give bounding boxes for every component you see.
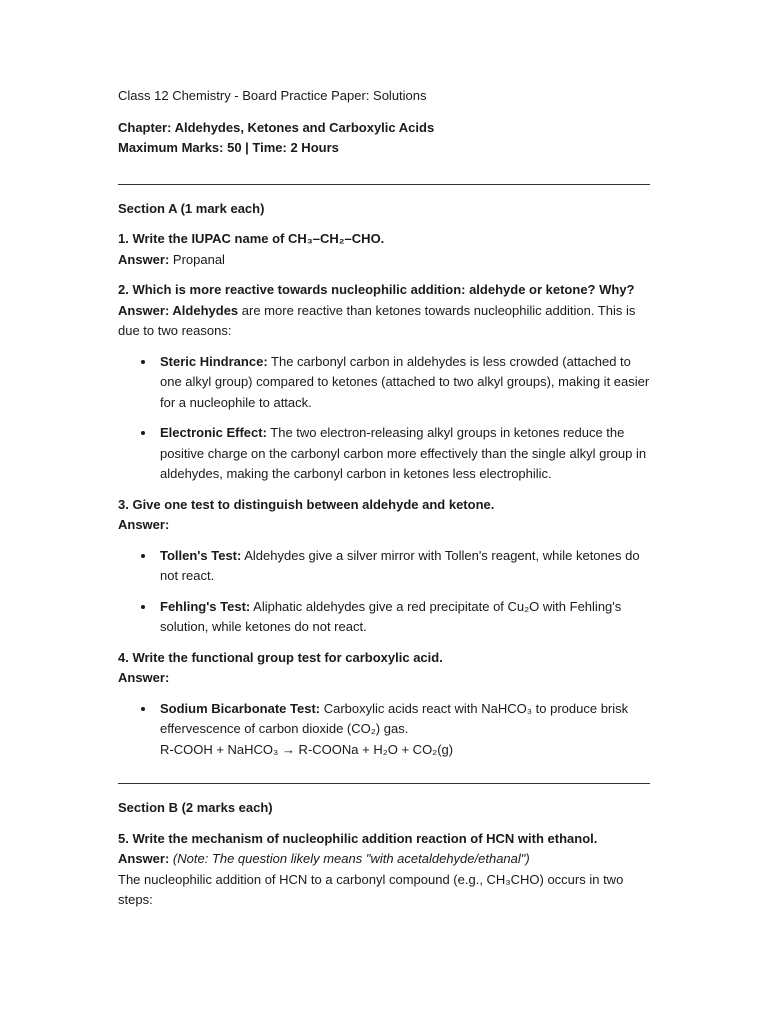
question-text: 1. Write the IUPAC name of CH₃–CH₂–CHO. xyxy=(118,231,385,246)
question-text: 5. Write the mechanism of nucleophilic addition reaction of HCN with ethanol. xyxy=(118,830,598,846)
answer-note: (Note: The question likely means "with acetaldehyde/ethanal") xyxy=(169,851,530,866)
bullet-text: The carbonyl carbon in aldehydes is less crowded (attached to one alkyl group) compared to ketones (attached to two alkyl groups), making it easier for a nucleophile to attack. xyxy=(160,353,650,410)
answer xyxy=(118,849,650,870)
bullet-text: Aldehydes give a silver mirror with Tollen's reagent, while ketones do not react. xyxy=(160,547,640,583)
divider xyxy=(118,184,650,185)
bullet-term: Tollen's Test: xyxy=(160,547,242,563)
bullet-term: Fehling's Test: xyxy=(160,598,251,614)
question-text: 3. Give one test to distinguish between aldehyde and ketone. xyxy=(118,496,495,512)
answer xyxy=(118,250,650,271)
question-2 xyxy=(118,280,650,485)
list-item xyxy=(160,699,650,761)
document-content xyxy=(118,86,650,911)
list-item xyxy=(160,423,650,485)
bullet-text: Aliphatic aldehydes give a red precipitate of Cu₂O with Fehling's solution, while ketones do not react. xyxy=(160,598,622,634)
question-3 xyxy=(118,495,650,638)
answer xyxy=(118,301,650,342)
section-b-heading: Section B (2 marks each) xyxy=(118,800,273,815)
answer-label: Answer: xyxy=(118,517,170,532)
bullet-text: The two electron-releasing alkyl groups in ketones reduce the positive charge on the carbonyl carbon more effectively than the single alkyl group in aldehydes, making the carbonyl carbon in ketones less electrophilic. xyxy=(160,425,647,481)
bullet-list xyxy=(118,546,650,638)
bullet-term: Steric Hindrance: xyxy=(160,353,268,369)
bullet-term: Sodium Bicarbonate Test: xyxy=(160,700,321,716)
document-title: Class 12 Chemistry - Board Practice Paper: Solutions xyxy=(118,88,427,103)
list-item xyxy=(160,352,650,414)
list-item xyxy=(160,546,650,587)
answer-label: Answer: Aldehydes xyxy=(118,302,239,318)
list-item xyxy=(160,597,650,638)
question-text: 4. Write the functional group test for carboxylic acid. xyxy=(118,649,443,665)
question-4 xyxy=(118,648,650,761)
question-5 xyxy=(118,829,650,911)
answer-label: Answer: xyxy=(118,851,170,866)
answer-label: Answer: xyxy=(118,251,170,267)
bullet-list xyxy=(118,699,650,761)
answer-label: Answer: xyxy=(118,670,170,685)
chemical-equation: R-COOH + NaHCO₃ → R-COONa + H₂O + CO₂(g) xyxy=(160,741,454,757)
question-text: 2. Which is more reactive towards nucleophilic addition: aldehyde or ketone? Why? xyxy=(118,282,635,297)
bullet-term: Electronic Effect: xyxy=(160,425,267,440)
section-a-heading: Section A (1 mark each) xyxy=(118,200,265,216)
bullet-text: Carboxylic acids react with NaHCO₃ to produce brisk effervescence of carbon dioxide (CO₂) gas. xyxy=(160,700,629,736)
bullet-list xyxy=(118,352,650,485)
answer-text: Propanal xyxy=(169,251,225,267)
divider xyxy=(118,783,650,784)
question-1 xyxy=(118,229,650,270)
chapter-line: Chapter: Aldehydes, Ketones and Carboxylic Acids xyxy=(118,119,435,135)
answer-text: The nucleophilic addition of HCN to a carbonyl compound (e.g., CH₃CHO) occurs in two steps: xyxy=(118,871,624,907)
answer-text: are more reactive than ketones towards nucleophilic addition. This is due to two reasons: xyxy=(118,302,636,338)
marks-line: Maximum Marks: 50 | Time: 2 Hours xyxy=(118,140,339,155)
